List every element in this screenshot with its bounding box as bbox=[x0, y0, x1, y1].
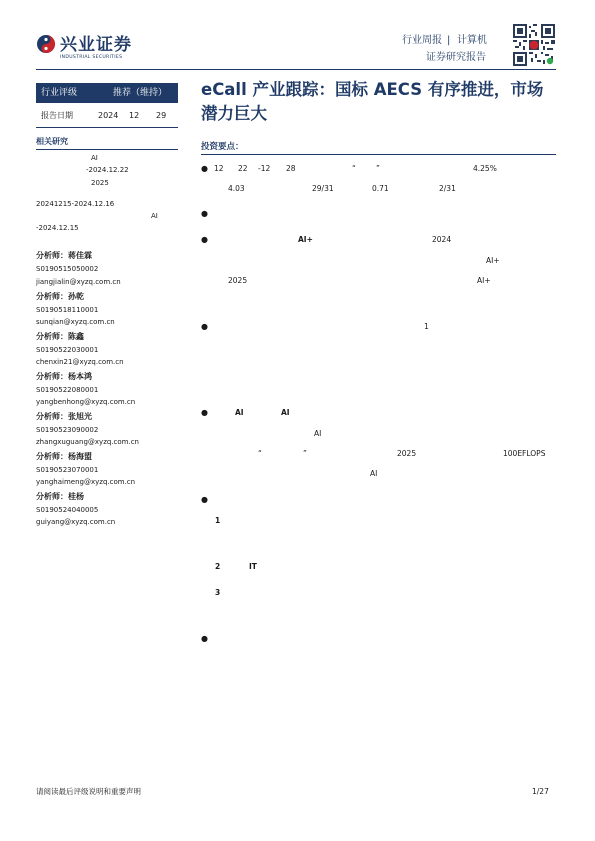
kp-text: 4.25% bbox=[473, 164, 497, 173]
bullet-icon: ● bbox=[201, 235, 208, 244]
rating-label: 行业评级 bbox=[41, 88, 78, 98]
analyst-name: 分析师：张旭光 bbox=[36, 412, 92, 421]
page-number: 1/27 bbox=[532, 787, 549, 796]
analyst-email[interactable]: yanghaimeng@xyzq.com.cn bbox=[36, 478, 136, 486]
analyst-license: S0190522030001 bbox=[36, 346, 99, 354]
kp-text: 1 bbox=[424, 322, 429, 331]
kp-text: AI+ bbox=[298, 235, 313, 244]
company-logo-icon bbox=[36, 34, 56, 54]
related-item-1-line-3[interactable]: 2025 bbox=[91, 179, 109, 187]
kp-text: AI bbox=[370, 469, 378, 478]
analyst-email[interactable]: zhangxuguang@xyzq.com.cn bbox=[36, 438, 139, 446]
kp-text: 4.03 bbox=[228, 184, 245, 193]
related-item-1-line-2[interactable]: -2024.12.22 bbox=[86, 166, 129, 174]
company-logo-english: INDUSTRIAL SECURITIES bbox=[60, 55, 123, 60]
footer-disclaimer[interactable]: 请阅读最后评级说明和重要声明 bbox=[36, 787, 141, 796]
analyst-name: 分析师：杨海盟 bbox=[36, 452, 92, 461]
analyst-email[interactable]: chenxin21@xyzq.com.cn bbox=[36, 358, 124, 366]
related-item-2-line-2[interactable]: AI bbox=[151, 212, 158, 220]
report-date-label: 报告日期 bbox=[41, 111, 73, 120]
kp-text: 28 bbox=[286, 164, 296, 173]
kp-text: IT bbox=[249, 562, 257, 571]
report-date-year: 2024 bbox=[98, 111, 119, 120]
kp-text: ” bbox=[303, 449, 307, 458]
kp-list-number: 3 bbox=[215, 588, 221, 597]
analyst-license: S0190522080001 bbox=[36, 386, 99, 394]
bullet-icon: ● bbox=[201, 634, 208, 643]
kp-text: 29/31 bbox=[312, 184, 334, 193]
related-research-rule bbox=[36, 149, 178, 150]
analyst-name: 分析师：杨本鸿 bbox=[36, 372, 92, 381]
company-logo-text: 兴业证券 bbox=[60, 35, 132, 55]
analyst-license: S0190524040005 bbox=[36, 506, 99, 514]
kp-text: “ bbox=[258, 449, 262, 458]
kp-text: AI+ bbox=[486, 256, 500, 265]
report-date-day: 29 bbox=[156, 111, 167, 120]
related-item-2-line-1[interactable]: 20241215-2024.12.16 bbox=[36, 200, 115, 208]
kp-text: 0.71 bbox=[372, 184, 389, 193]
report-category: 行业周报 bbox=[402, 35, 442, 46]
rating-value: 推荐（维持） bbox=[113, 88, 168, 98]
report-sector: 计算机 bbox=[457, 35, 487, 46]
kp-text: 2025 bbox=[228, 276, 248, 285]
kp-list-number: 2 bbox=[215, 562, 221, 571]
related-research-title: 相关研究 bbox=[36, 137, 68, 146]
header-rule bbox=[36, 69, 556, 70]
key-points-rule bbox=[201, 154, 556, 155]
kp-text: “ bbox=[352, 164, 356, 173]
analyst-name: 分析师：陈鑫 bbox=[36, 332, 84, 341]
analyst-email[interactable]: yangbenhong@xyzq.com.cn bbox=[36, 398, 136, 406]
report-title-line-1: eCall 产业跟踪：国标 AECS 有序推进，市场 bbox=[201, 80, 544, 99]
related-item-1-line-1[interactable]: AI bbox=[91, 154, 98, 162]
bullet-icon: ● bbox=[201, 495, 208, 504]
kp-text: AI bbox=[314, 429, 322, 438]
kp-text: 12 bbox=[214, 164, 224, 173]
kp-text: 22 bbox=[238, 164, 248, 173]
analyst-name: 分析师：桂杨 bbox=[36, 492, 84, 501]
analyst-name: 分析师：蒋佳霖 bbox=[36, 251, 92, 260]
kp-text: ” bbox=[376, 164, 380, 173]
analyst-license: S0190515050002 bbox=[36, 265, 99, 273]
kp-text: 2024 bbox=[432, 235, 452, 244]
kp-text: AI+ bbox=[477, 276, 491, 285]
analyst-name: 分析师：孙乾 bbox=[36, 292, 84, 301]
qr-code-icon bbox=[513, 24, 555, 66]
report-title-line-2: 潜力巨大 bbox=[201, 104, 267, 123]
analyst-email[interactable]: guiyang@xyzq.com.cn bbox=[36, 518, 116, 526]
analyst-email[interactable]: jiangjialin@xyzq.com.cn bbox=[36, 278, 121, 286]
key-points-title: 投资要点： bbox=[201, 142, 244, 152]
kp-text: AI bbox=[281, 408, 290, 417]
kp-text: 2/31 bbox=[439, 184, 456, 193]
kp-text: 2025 bbox=[397, 449, 417, 458]
kp-text: 100EFLOPS bbox=[503, 449, 546, 458]
related-item-2-line-3[interactable]: -2024.12.15 bbox=[36, 224, 79, 232]
kp-list-number: 1 bbox=[215, 516, 221, 525]
report-type: 证券研究报告 bbox=[426, 52, 486, 63]
bullet-icon: ● bbox=[201, 408, 208, 417]
analyst-license: S0190523090002 bbox=[36, 426, 99, 434]
kp-text: AI bbox=[235, 408, 244, 417]
bullet-icon: ● bbox=[201, 209, 208, 218]
analyst-license: S0190523070001 bbox=[36, 466, 99, 474]
kp-text: -12 bbox=[258, 164, 271, 173]
analyst-email[interactable]: sunqian@xyzq.com.cn bbox=[36, 318, 115, 326]
bullet-icon: ● bbox=[201, 164, 208, 173]
bullet-icon: ● bbox=[201, 322, 208, 331]
analyst-license: S0190518110001 bbox=[36, 306, 99, 314]
report-date-month: 12 bbox=[129, 111, 140, 120]
header-separator: | bbox=[447, 35, 451, 46]
